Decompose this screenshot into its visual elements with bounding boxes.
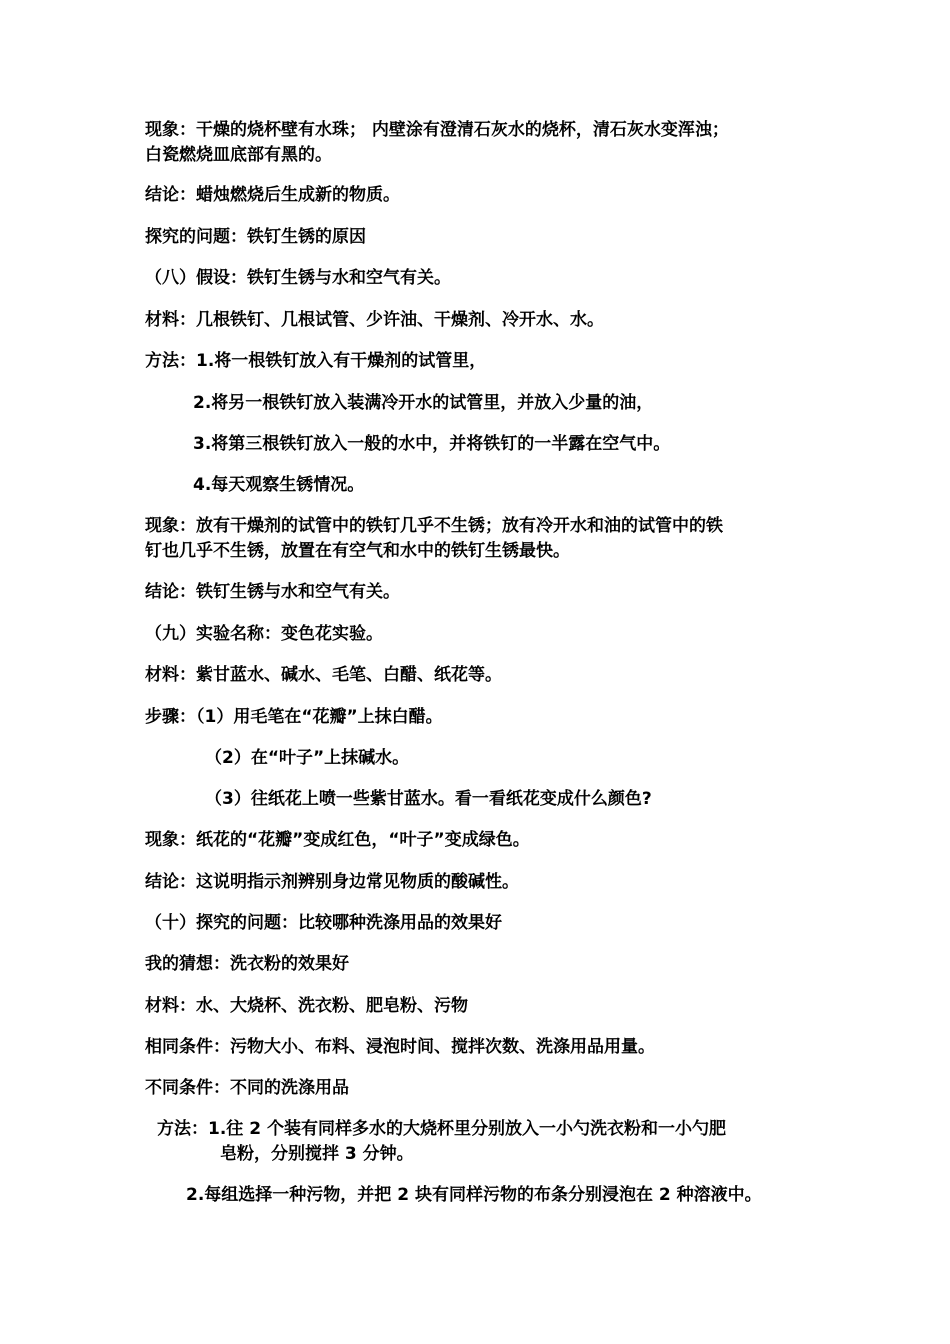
- text-line: 2.每组选择一种污物，并把 2 块有同样污物的布条分别浸泡在 2 种溶液中。: [186, 1185, 762, 1205]
- text-line: 2.将另一根铁钉放入装满冷开水的试管里，并放入少量的油，: [193, 393, 654, 413]
- text-line: （2）在“叶子”上抹碱水。: [205, 748, 410, 768]
- text-line: 材料：紫甘蓝水、碱水、毛笔、白醋、纸花等。: [145, 665, 502, 685]
- text-line: 不同条件：不同的洗涤用品: [145, 1078, 349, 1098]
- text-line: 结论：蜡烛燃烧后生成新的物质。: [145, 185, 400, 205]
- text-line: （八）假设：铁钉生锈与水和空气有关。: [145, 268, 451, 288]
- text-line: 现象：干燥的烧杯壁有水珠； 内壁涂有澄清石灰水的烧杯，清石灰水变浑浊；: [145, 120, 729, 140]
- text-line: 材料：几根铁钉、几根试管、少许油、干燥剂、冷开水、水。: [145, 310, 604, 330]
- text-line: 钉也几乎不生锈，放置在有空气和水中的铁钉生锈最快。: [145, 541, 570, 561]
- text-line: （3）往纸花上喷一些紫甘蓝水。看一看纸花变成什么颜色?: [205, 789, 652, 809]
- text-line: 我的猜想：洗衣粉的效果好: [145, 954, 349, 974]
- text-line: （十）探究的问题：比较哪种洗涤用品的效果好: [145, 913, 502, 933]
- text-line: 现象：纸花的“花瓣”变成红色，“叶子”变成绿色。: [145, 830, 530, 850]
- text-line: 方法：1.往 2 个装有同样多水的大烧杯里分别放入一小勺洗衣粉和一小勺肥: [157, 1119, 726, 1139]
- text-line: 结论：这说明指示剂辨别身边常见物质的酸碱性。: [145, 872, 519, 892]
- text-line: 3.将第三根铁钉放入一般的水中，并将铁钉的一半露在空气中。: [193, 434, 671, 454]
- text-line: 白瓷燃烧皿底部有黑的。: [145, 145, 332, 165]
- text-line: 现象：放有干燥剂的试管中的铁钉几乎不生锈；放有冷开水和油的试管中的铁: [145, 516, 723, 536]
- text-line: 步骤：（1）用毛笔在“花瓣”上抹白醋。: [145, 707, 443, 727]
- text-line: 结论：铁钉生锈与水和空气有关。: [145, 582, 400, 602]
- text-line: 相同条件：污物大小、布料、浸泡时间、搅拌次数、洗涤用品用量。: [145, 1037, 655, 1057]
- text-line: 材料：水、大烧杯、洗衣粉、肥皂粉、污物: [145, 996, 468, 1016]
- text-line: 皂粉，分别搅拌 3 分钟。: [220, 1144, 414, 1164]
- text-line: （九）实验名称：变色花实验。: [145, 624, 383, 644]
- text-line: 4.每天观察生锈情况。: [193, 475, 365, 495]
- text-line: 探究的问题：铁钉生锈的原因: [145, 227, 366, 247]
- text-line: 方法：1.将一根铁钉放入有干燥剂的试管里，: [145, 351, 487, 371]
